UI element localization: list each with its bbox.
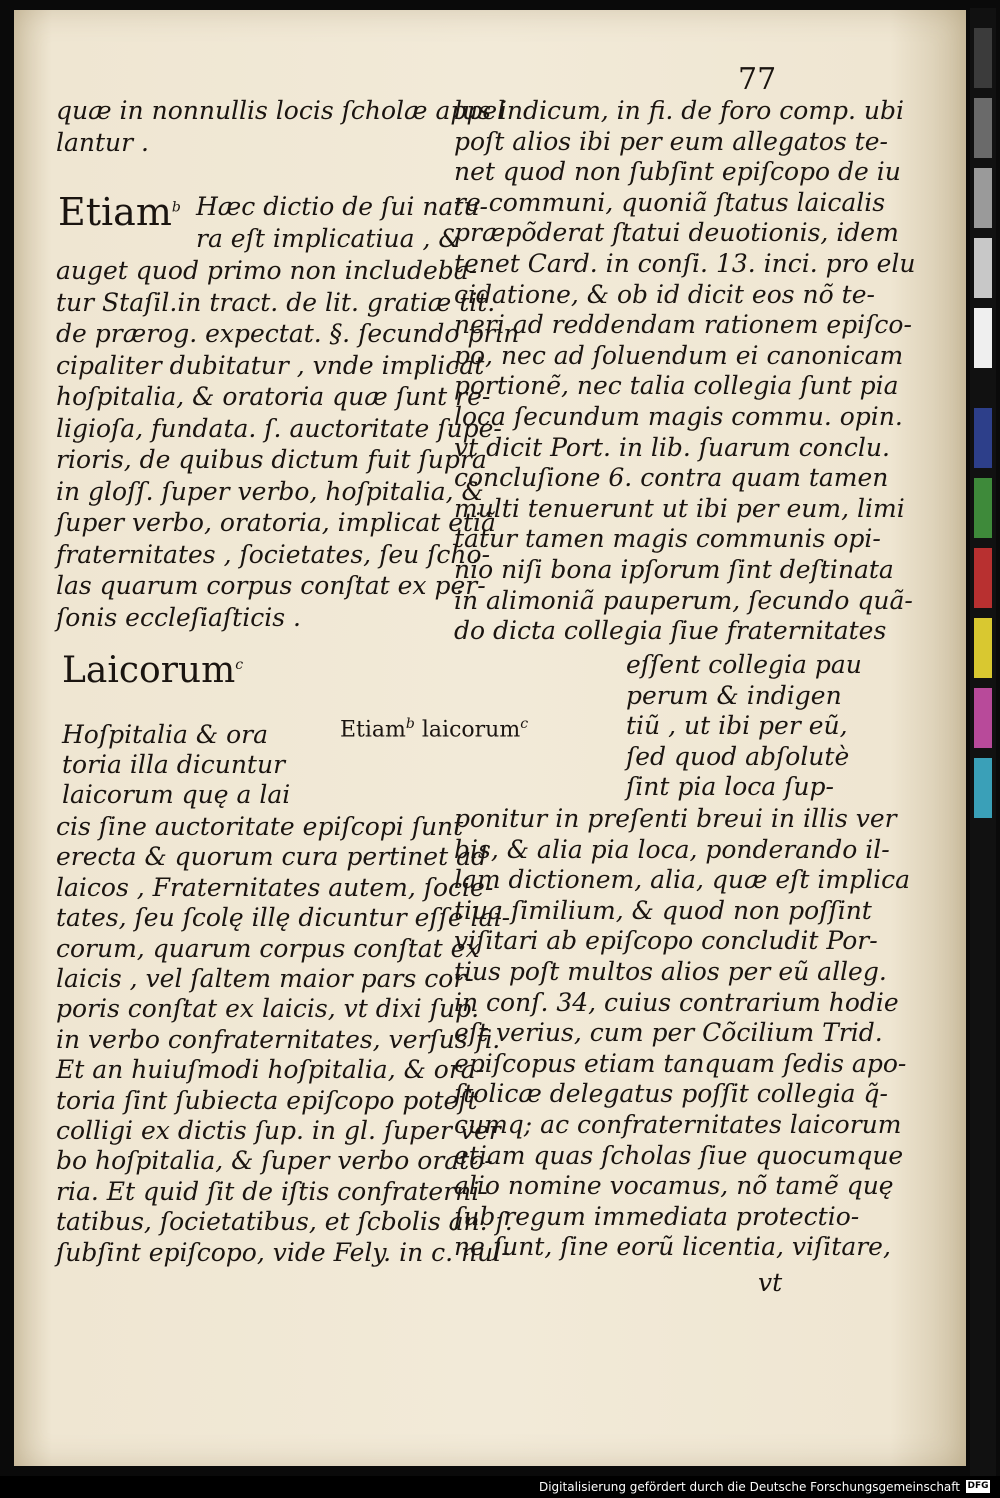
text-line: po, nec ad ſoluendum ei canonicam [454, 340, 904, 370]
text-line: multi tenuerunt ut ibi per eum, limi [454, 493, 905, 523]
text-line: ſtolicæ delegatus poſſit collegia q̃- [454, 1079, 888, 1109]
dfg-logo: DFG [967, 1481, 989, 1491]
calibration-patch [974, 408, 992, 468]
footer-credit: Digitalisierung gefördert durch die Deutsche Forschungsgemeinschaft [538, 1480, 960, 1494]
text-line: ponitur in preſenti breui in illis ver [454, 804, 897, 833]
text-line: cis ſine auctoritate epiſcopi ſunt [56, 812, 464, 841]
text-line: auget quod primo non includeba- [56, 256, 478, 285]
text-line: concluſione 6. contra quam tamen [454, 463, 889, 493]
text-line: tenet Card. in conſi. 13. inci. pro elu [454, 249, 916, 278]
text-line: re communi, quoniã ſtatus laicalis [454, 187, 886, 217]
text-line: epiſcopus etiam tanquam ſedis apo- [454, 1048, 907, 1078]
lemma-heading-laicorum: Laicorum$^c$ [62, 650, 244, 691]
text-line: in gloſſ. ſuper verbo, hoſpitalia, & [56, 476, 484, 506]
calibration-patch [974, 238, 992, 298]
calibration-patch [974, 308, 992, 368]
text-line: tius poſt multos alios per eũ alleg. [454, 957, 887, 986]
text-line: portionẽ, nec talia collegia ſunt pia [454, 371, 899, 401]
calibration-patch [974, 478, 992, 538]
text-line: ligioſa, fundata. ſ. auctoritate ſupe- [56, 413, 502, 443]
text-line: lam dictionem, alia, quæ eſt implica [454, 865, 911, 895]
text-line: neri ad reddendam rationem epiſco- [454, 310, 912, 340]
text-line: lus indicum, in fi. de foro comp. ubi [454, 96, 905, 125]
text-line: in conſ. 34, cuius contrarium hodie [454, 987, 899, 1017]
text-line: ſuper verbo, oratoria, implicat etiã [56, 508, 496, 537]
text-line: lantur . [56, 128, 149, 157]
text-line: ra eſt implicatiua , & [196, 224, 461, 253]
text-line: eſſent collegia pau [626, 650, 862, 679]
text-line: ſed quod abſolutè [626, 741, 850, 771]
text-line: hoſpitalia, & oratoria quæ ſunt re- [56, 382, 491, 411]
text-line: toria illa dicuntur [62, 750, 286, 779]
calibration-patch [974, 618, 992, 678]
text-line: do dicta collegia ſiue fraternitates [454, 616, 887, 646]
text-line: laicis , vel ſaltem maior pars cor- [56, 964, 474, 993]
text-line: tatur tamen magis communis opi- [454, 524, 881, 554]
text-line: loca ſecundum magis commu. opin. [454, 402, 903, 431]
center-lemma: Etiam$^b$ laicorum$^c$ [340, 716, 529, 743]
text-line: perum & indigen [626, 680, 842, 710]
text-line: præpõderat ſtatui deuotionis, idem [454, 218, 899, 248]
text-line: tiũ , ut ibi per eũ, [626, 711, 848, 741]
text-line: in alimoniã pauperum, ſecundo quã- [454, 585, 913, 615]
text-line: poris conſtat ex laicis, vt dixi ſup. [56, 994, 480, 1024]
text-line: viſitari ab epiſcopo concludit Por- [454, 926, 878, 956]
text-line: laicorum quę a lai [62, 780, 291, 809]
text-line: cipaliter dubitatur , vnde implicat [56, 350, 485, 380]
text-line: ſub regum immediata protectio- [454, 1201, 860, 1231]
page-number: 77 [738, 62, 777, 97]
text-line: cidatione, & ob id dicit eos nõ te- [454, 279, 875, 309]
text-line: toria ſint ſubiecta epiſcopo poteſt [56, 1085, 478, 1115]
text-line: ria. Et quid ſit de iſtis confraterni- [56, 1176, 488, 1206]
lemma-heading-etiam: Etiam$^b$ [58, 190, 181, 234]
calibration-patch [974, 548, 992, 608]
text-line: vt dicit Port. in lib. ſuarum conclu. [454, 432, 890, 462]
text-line: corum, quarum corpus conſtat ex [56, 933, 480, 963]
calibration-patch [974, 168, 992, 228]
text-line: etiam quas ſcholas ſiue quocumque [454, 1140, 904, 1170]
text-line: bis, & alia pia loca, ponderando il- [454, 834, 890, 864]
text-line: rioris, de quibus dictum fuit ſupra [56, 445, 487, 474]
text-line: tates, ſeu ſcolę illę dicuntur eſſe lai- [56, 903, 511, 933]
text-line: de prærog. expectat. §. ſecundo prin [56, 319, 520, 348]
text-line: colligi ex dictis ſup. in gl. ſuper ver [56, 1116, 501, 1145]
text-line: tur Staſil.in tract. de lit. gratiæ tit. [56, 287, 496, 317]
text-line: tiua ſimilium, & quod non poſſint [454, 895, 872, 925]
text-line: alio nomine vocamus, nõ tamẽ quę [454, 1171, 894, 1201]
text-line: laicos , Fraternitates autem, ſocie- [56, 872, 494, 902]
text-line: quæ in nonnullis locis ſcholæ appel [56, 96, 506, 125]
text-line: ne ſunt, ſine eorũ licentia, viſitare, [454, 1232, 891, 1262]
text-line: ſonis eccleſiaſticis . [56, 602, 301, 632]
calibration-patch [974, 98, 992, 158]
text-line: Et an huiuſmodi hoſpitalia, & ora- [56, 1055, 485, 1085]
text-line: poſt alios ibi per eum allegatos te- [454, 126, 888, 156]
text-line: nio niſi bona ipſorum ſint deſtinata [454, 555, 894, 584]
text-line: in verbo confraternitates, verſus fi. [56, 1024, 501, 1054]
calibration-patch [974, 688, 992, 748]
text-line: Hæc dictio de ſui natu- [196, 192, 488, 221]
text-line: bo hoſpitalia, & ſuper verbo orato- [56, 1146, 493, 1176]
text-line: las quarum corpus conſtat ex per- [56, 571, 486, 600]
text-line: net quod non ſubſint epiſcopo de iu [454, 157, 901, 187]
text-line: erecta & quorum cura pertinet ad [56, 842, 487, 872]
text-line: cumq; ac confraternitates laicorum [454, 1110, 902, 1139]
text-line: fraternitates , ſocietates, ſeu ſcho- [56, 539, 491, 569]
calibration-patch [974, 28, 992, 88]
text-line: tatibus, ſocietatibus, et ſcbolis an. ſ. [56, 1207, 513, 1237]
text-line: eſt verius, cum per Cõcilium Trid. [454, 1018, 883, 1048]
catchword: vt [758, 1268, 783, 1297]
text-line: Hoſpitalia & ora [62, 720, 269, 749]
color-calibration-strip [970, 8, 996, 1488]
text-line: ſint pia loca ſup- [626, 772, 834, 802]
text-line: ſubſint epiſcopo, vide Fely. in c. nul- [56, 1237, 510, 1267]
calibration-patch [974, 758, 992, 818]
